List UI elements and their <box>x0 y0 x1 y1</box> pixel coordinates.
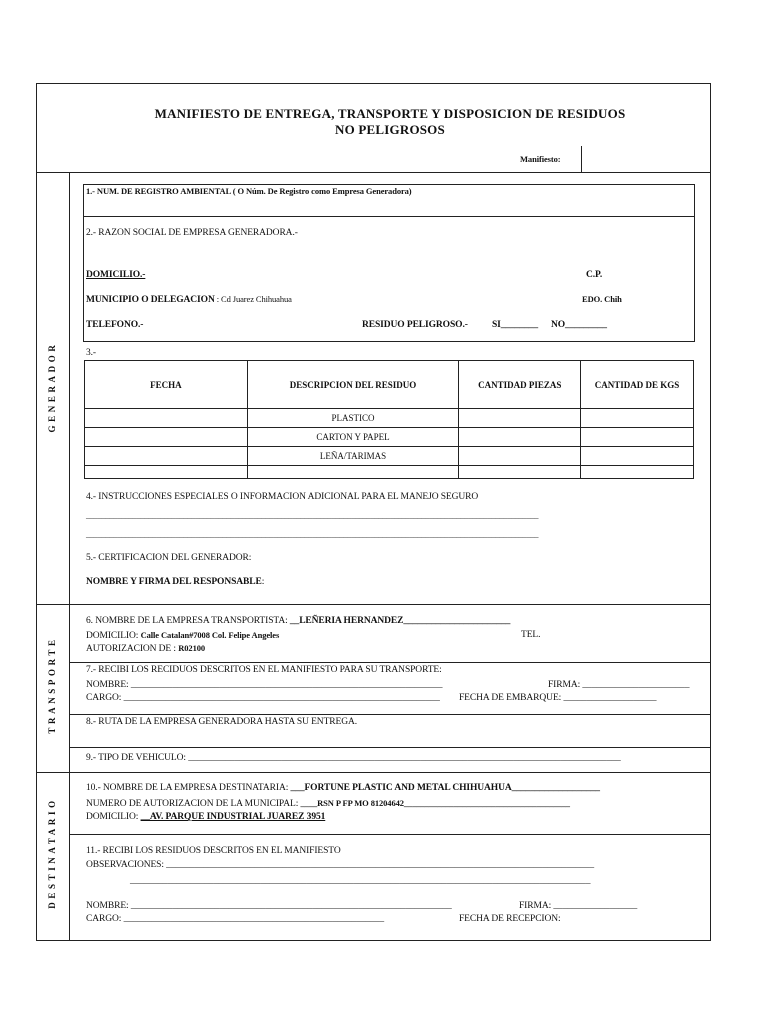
municipal-row <box>86 798 570 809</box>
autorizacion-row <box>86 643 205 654</box>
generador-transporte-divider <box>36 604 711 605</box>
transporte-recibi-label: 7.- RECIBI LOS RECIDUOS DESCRITOS EN EL MANIFIESTO PARA SU TRANSPORTE: <box>86 665 442 675</box>
table-cell-descripcion[interactable] <box>247 466 459 479</box>
transporte-firma-field[interactable]: FIRMA: _______________________ <box>548 680 690 690</box>
registro-label: 1.- NUM. DE REGISTRO AMBIENTAL ( O Núm. De Registro como Empresa Generadora) <box>86 186 412 196</box>
destinatario-domicilio-value[interactable]: __AV. PARQUE INDUSTRIAL JUAREZ 3951 <box>140 812 326 822</box>
destinataria-value[interactable]: ___FORTUNE PLASTIC AND METAL CHIHUAHUA___________________ <box>290 783 600 793</box>
transporte-row-divider-2 <box>69 714 711 715</box>
municipal-label: NUMERO DE AUTORIZACION DE LA MUNICIPAL: <box>86 799 301 809</box>
table-cell-kgs[interactable] <box>581 466 694 479</box>
transporte-nombre-field[interactable]: NOMBRE: ___________________________________________________________________ <box>86 680 443 690</box>
destinatario-recibi-label: 11.- RECIBI LOS RESIDUOS DESCRITOS EN EL MANIFIESTO <box>86 846 341 856</box>
col-header-piezas: CANTIDAD PIEZAS <box>459 361 581 409</box>
col-header-descripcion: DESCRIPCION DEL RESIDUO <box>247 361 459 409</box>
nombre-firma-label: NOMBRE Y FIRMA DEL RESPONSABLE <box>86 577 262 587</box>
telefono-label: TELEFONO.- <box>86 320 144 330</box>
tipo-vehiculo-field[interactable]: 9.- TIPO DE VEHICULO: _____________________________________________________________________________________________ <box>86 753 621 763</box>
table-row <box>85 466 694 479</box>
table-cell-fecha[interactable] <box>85 428 248 447</box>
table-cell-piezas[interactable] <box>459 428 581 447</box>
instrucciones-line-2[interactable]: ____________________________________________________________________________________________________________________ <box>86 530 539 539</box>
destinatario-domicilio-label: DOMICILIO: <box>86 812 141 822</box>
col-header-fecha: FECHA <box>85 361 248 409</box>
transportista-value[interactable]: __LEÑERIA HERNANDEZ_______________________ <box>287 616 511 626</box>
table-cell-fecha[interactable] <box>85 466 248 479</box>
table-cell-kgs[interactable] <box>581 428 694 447</box>
municipio-value: : Cd Juarez Chihuahua <box>214 294 292 304</box>
table-header-row <box>85 361 694 409</box>
table-cell-fecha[interactable] <box>85 447 248 466</box>
item-3-label: 3.- <box>86 348 96 358</box>
residuo-no-field[interactable]: NO_________ <box>551 320 607 330</box>
transporte-row-divider-1 <box>69 662 711 663</box>
table-row <box>85 447 694 466</box>
section-label-transporte: TRANSPORTE <box>47 636 57 734</box>
residuos-table <box>84 360 694 479</box>
ruta-label: 8.- RUTA DE LA EMPRESA GENERADORA HASTA SU ENTREGA. <box>86 717 358 727</box>
destinatario-row-divider <box>69 834 711 835</box>
table-row <box>85 428 694 447</box>
table-cell-piezas[interactable] <box>459 447 581 466</box>
instrucciones-line-1[interactable]: ____________________________________________________________________________________________________________________ <box>86 511 539 520</box>
fecha-embarque-field[interactable]: FECHA DE EMBARQUE: ____________________ <box>459 693 657 703</box>
table-cell-fecha[interactable] <box>85 409 248 428</box>
table-cell-kgs[interactable] <box>581 447 694 466</box>
nombre-firma-row <box>86 577 264 587</box>
destinataria-row <box>86 783 600 793</box>
form-title-line2: NO PELIGROSOS <box>335 122 445 137</box>
destinatario-firma-field[interactable]: FIRMA: __________________ <box>519 901 638 911</box>
section-column-divider <box>69 172 70 941</box>
transportista-label: 6. NOMBRE DE LA EMPRESA TRANSPORTISTA: <box>86 616 288 626</box>
table-cell-descripcion: CARTON Y PAPEL <box>247 428 459 447</box>
transporte-domicilio-row <box>86 630 279 641</box>
instrucciones-label: 4.- INSTRUCCIONES ESPECIALES O INFORMACION ADICIONAL PARA EL MANEJO SEGURO <box>86 492 479 502</box>
col-header-kgs: CANTIDAD DE KGS <box>581 361 694 409</box>
municipio-row <box>86 294 292 305</box>
municipio-label: MUNICIPIO O DELEGACION <box>86 295 215 305</box>
destinataria-label: 10.- NOMBRE DE LA EMPRESA DESTINATARIA: <box>86 783 291 793</box>
section-label-generador: GENERADOR <box>47 341 57 433</box>
municipal-value[interactable]: ____RSN P FP MO 81204642________________________________________ <box>300 798 570 808</box>
form-title-line1: MANIFIESTO DE ENTREGA, TRANSPORTE Y DISPOSICION DE RESIDUOS <box>154 106 626 121</box>
certificacion-label: 5.- CERTIFICACION DEL GENERADOR: <box>86 553 252 563</box>
transporte-destinatario-divider <box>36 772 711 773</box>
manifiesto-input[interactable] <box>583 147 709 171</box>
table-cell-piezas[interactable] <box>459 409 581 428</box>
table-cell-descripcion: LEÑA/TARIMAS <box>247 447 459 466</box>
transportista-row <box>86 616 510 626</box>
residuo-peligroso-label: RESIDUO PELIGROSO.- <box>362 320 468 330</box>
section-label-destinatario: DESTINATARIO <box>47 797 57 909</box>
destinatario-nombre-field[interactable]: NOMBRE: _____________________________________________________________________ <box>86 901 452 911</box>
table-cell-piezas[interactable] <box>459 466 581 479</box>
table-cell-descripcion: PLASTICO <box>247 409 459 428</box>
transporte-domicilio-value: Calle Catalan#7008 Col. Felipe Angeles <box>140 630 280 640</box>
cp-label: C.P. <box>586 270 603 280</box>
transporte-tel-label: TEL. <box>521 630 541 640</box>
transporte-row-divider-3 <box>69 747 711 748</box>
nombre-firma-colon: : <box>261 577 265 587</box>
header-divider <box>36 172 711 173</box>
residuo-si-field[interactable]: SI________ <box>492 320 538 330</box>
autorizacion-value: R02100 <box>178 643 206 653</box>
transporte-cargo-field[interactable]: CARGO: ____________________________________________________________________ <box>86 693 440 703</box>
edo-label: EDO. Chih <box>582 294 622 304</box>
observaciones-field[interactable]: OBSERVACIONES: ____________________________________________________________________________________________ <box>86 860 594 870</box>
manifiesto-field-divider <box>581 146 582 172</box>
transporte-domicilio-label: DOMICILIO: <box>86 631 139 641</box>
table-cell-kgs[interactable] <box>581 409 694 428</box>
table-row <box>85 409 694 428</box>
razon-social-label: 2.- RAZON SOCIAL DE EMPRESA GENERADORA.- <box>86 228 298 238</box>
autorizacion-label: AUTORIZACION DE : <box>86 644 176 654</box>
destinatario-cargo-field[interactable]: CARGO: ________________________________________________________ <box>86 914 384 924</box>
manifiesto-label: Manifiesto: <box>520 154 561 164</box>
destinatario-domicilio-row <box>86 812 325 822</box>
domicilio-label: DOMICILIO.- <box>86 270 146 280</box>
observaciones-line-2[interactable]: ___________________________________________________________________________________________________ <box>130 876 591 886</box>
fecha-recepcion-label[interactable]: FECHA DE RECEPCION: <box>459 914 561 924</box>
